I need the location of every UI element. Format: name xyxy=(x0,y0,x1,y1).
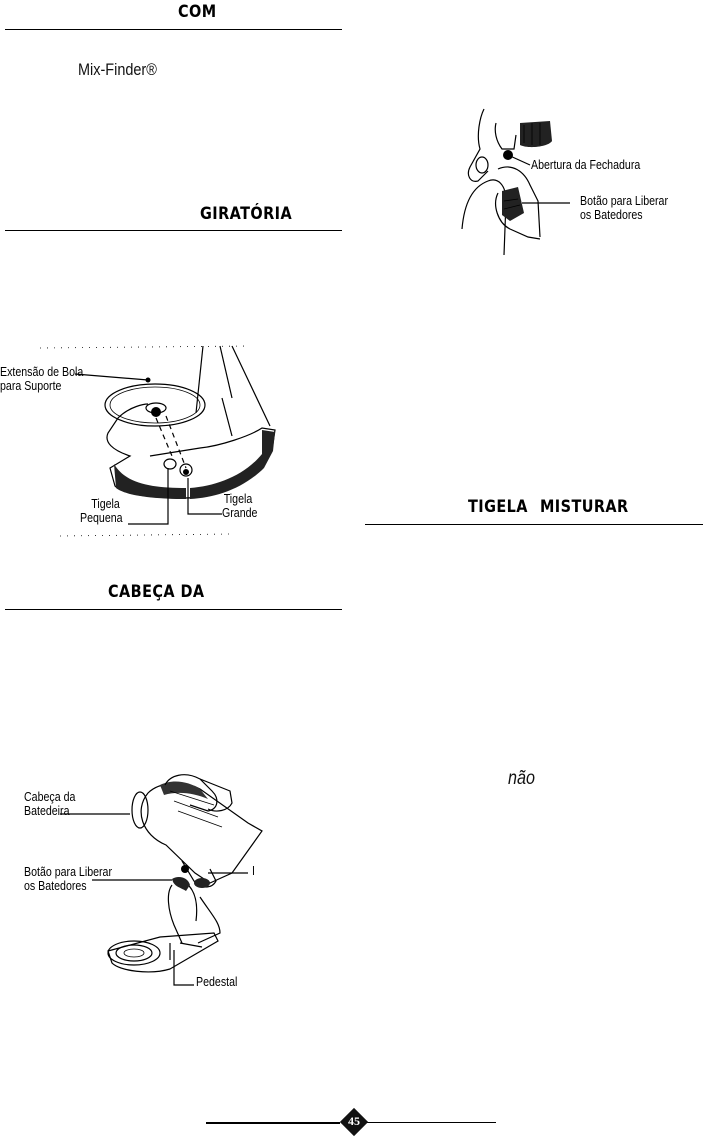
page-number: 45 xyxy=(348,1114,360,1128)
mix-finder-text: Mix-Finder® xyxy=(78,60,157,79)
section-heading-tigela: TIGELA xyxy=(468,497,528,517)
section-heading-cabeca: CABEÇA DA xyxy=(108,582,205,602)
page-number-badge xyxy=(341,1109,367,1135)
section-heading-com: COM xyxy=(178,2,217,22)
heading-rule xyxy=(5,230,342,231)
label-beater-release-button-2: Botão para Liberar os Batedores xyxy=(580,194,669,222)
label-leaders xyxy=(0,800,340,920)
nao-text: não xyxy=(508,768,535,789)
label-pedestal: Pedestal xyxy=(196,975,238,989)
label-beater-release-button: Botão para Liberar os Batedores xyxy=(24,865,113,893)
label-lock-opening: Abertura da Fechadura xyxy=(531,158,641,172)
label-mixer-head: Cabeça da Batedeira xyxy=(24,790,76,818)
heading-rule xyxy=(5,29,342,30)
heading-rule xyxy=(365,524,703,525)
section-heading-giratoria: GIRATÓRIA xyxy=(200,204,293,224)
heading-rule xyxy=(5,609,342,610)
label-ball-extension: Extensão de Bola para Suporte xyxy=(0,365,84,393)
label-large-bowl: Tigela Grande xyxy=(222,492,258,520)
section-heading-misturar: MISTURAR xyxy=(540,497,629,517)
footer-rule-right xyxy=(366,1122,496,1123)
beater-release-illustration xyxy=(458,105,578,255)
label-pipe: I xyxy=(252,864,255,878)
footer-rule-left xyxy=(206,1122,340,1124)
label-small-bowl: Tigela Pequena xyxy=(80,497,123,525)
